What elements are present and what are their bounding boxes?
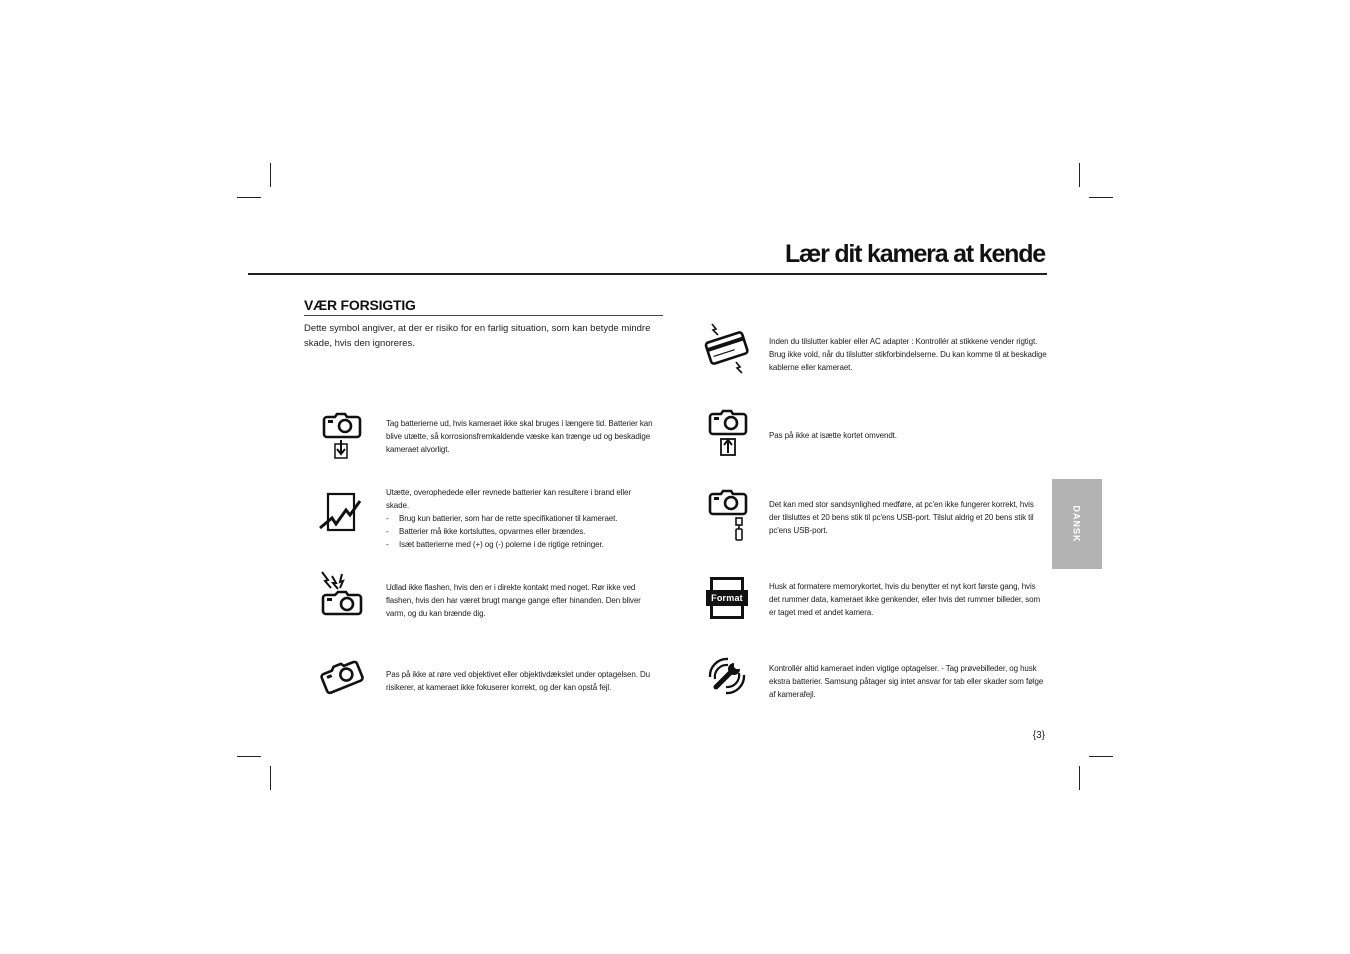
left-item-2-bullets xyxy=(386,512,656,551)
format-card-label: Format xyxy=(706,590,748,606)
camera-flash-icon xyxy=(318,570,366,618)
crop-mark-bottom-right-h xyxy=(1089,756,1113,757)
camera-usb-icon xyxy=(706,487,750,543)
crop-mark-top-right-h xyxy=(1089,197,1113,198)
left-item-2 xyxy=(386,486,656,551)
right-item-5-text: Kontrollér altid kameraet inden vigtige optagelser. - Tag prøvebilleder, og husk ekstra batterier. Samsung påtager sig intet ansvar for tab eller skader som følge af kamerafejl. xyxy=(769,664,1044,699)
right-item-4-text: Husk at formatere memorykortet, hvis du benytter et nyt kort første gang, hvis det rummer data, kameraet ikke genkender, eller hvis det rummer billeder, som er taget med et andet kamera. xyxy=(769,582,1041,617)
left-item-1-text: Tag batterierne ud, hvis kameraet ikke skal bruges i længere tid. Batterier kan blive utætte, så korrosionsfremkaldende væske kan trænge ud og beskadige kameraet alvorligt. xyxy=(386,419,653,454)
crop-mark-bottom-right-v xyxy=(1079,766,1080,790)
camera-lens-touch-icon xyxy=(320,656,366,698)
left-item-2-text: Utætte, overophedede eller revnede batterier kan resultere i brand eller skade. xyxy=(386,488,631,510)
crop-mark-top-right-v xyxy=(1079,163,1080,187)
page-number: {3} xyxy=(1032,730,1045,741)
section-intro: Dette symbol angiver, at der er risiko for en farlig situation, som kan betyde mindre skade, hvis den ignoreres. xyxy=(304,323,651,349)
left-item-3-text: Udlad ikke flashen, hvis den er i direkte kontakt med noget. Rør ikke ved flashen, hvis den har været brugt mange gange efter hinanden. Den bliver varm, og du kan brænde dig. xyxy=(386,583,641,618)
wrench-icon xyxy=(704,653,750,699)
crop-mark-top-left-v xyxy=(270,163,271,187)
right-item-1-text: Inden du tilslutter kabler eller AC adapter : Kontrollér at stikkene vender rigtigt. Brug ikke vold, når du tilslutter stikforbindelserne. Du kan komme til at beskadige kablerne eller kameraet. xyxy=(769,337,1047,372)
camera-card-insert-icon xyxy=(706,407,750,459)
bullet-item: - Batterier må ikke kortsluttes, opvarmes eller brændes. xyxy=(386,525,656,538)
language-tab xyxy=(1052,479,1102,569)
bullet-item: - Brug kun batterier, som har de rette specifikationer til kameraet. xyxy=(386,512,656,525)
crop-mark-bottom-left-h xyxy=(237,756,261,757)
right-item-2-text: Pas på ikke at isætte kortet omvendt. xyxy=(769,431,897,440)
section-heading: VÆR FORSIGTIG xyxy=(304,297,416,313)
crop-mark-top-left-h xyxy=(237,197,261,198)
crop-mark-bottom-left-v xyxy=(270,766,271,790)
language-tab-label: DANSK xyxy=(1071,505,1082,543)
camera-battery-remove-icon xyxy=(320,410,364,462)
right-item-3-text: Det kan med stor sandsynlighed medføre, at pc'en ikke fungerer korrekt, hvis der tilsluttes et 20 bens stik til pc'ens USB-port. Tilslut aldrig et 20 bens stik til pc'ens USB-port. xyxy=(769,500,1034,535)
left-item-4-text: Pas på ikke at røre ved objektivet eller objektivdækslet under optagelsen. Du risikerer, at kameraet ikke fokuserer korrekt, og der kan opstå fejl. xyxy=(386,670,650,692)
title-rule xyxy=(248,273,1047,275)
page-title: Lær dit kamera at kende xyxy=(784,240,1045,268)
format-card-icon xyxy=(706,577,748,619)
bullet-item: - Isæt batterierne med (+) og (-) polerne i de rigtige retninger. xyxy=(386,538,656,551)
section-rule xyxy=(304,315,663,316)
battery-damage-icon xyxy=(318,490,364,534)
card-cable-connect-icon xyxy=(702,322,752,376)
